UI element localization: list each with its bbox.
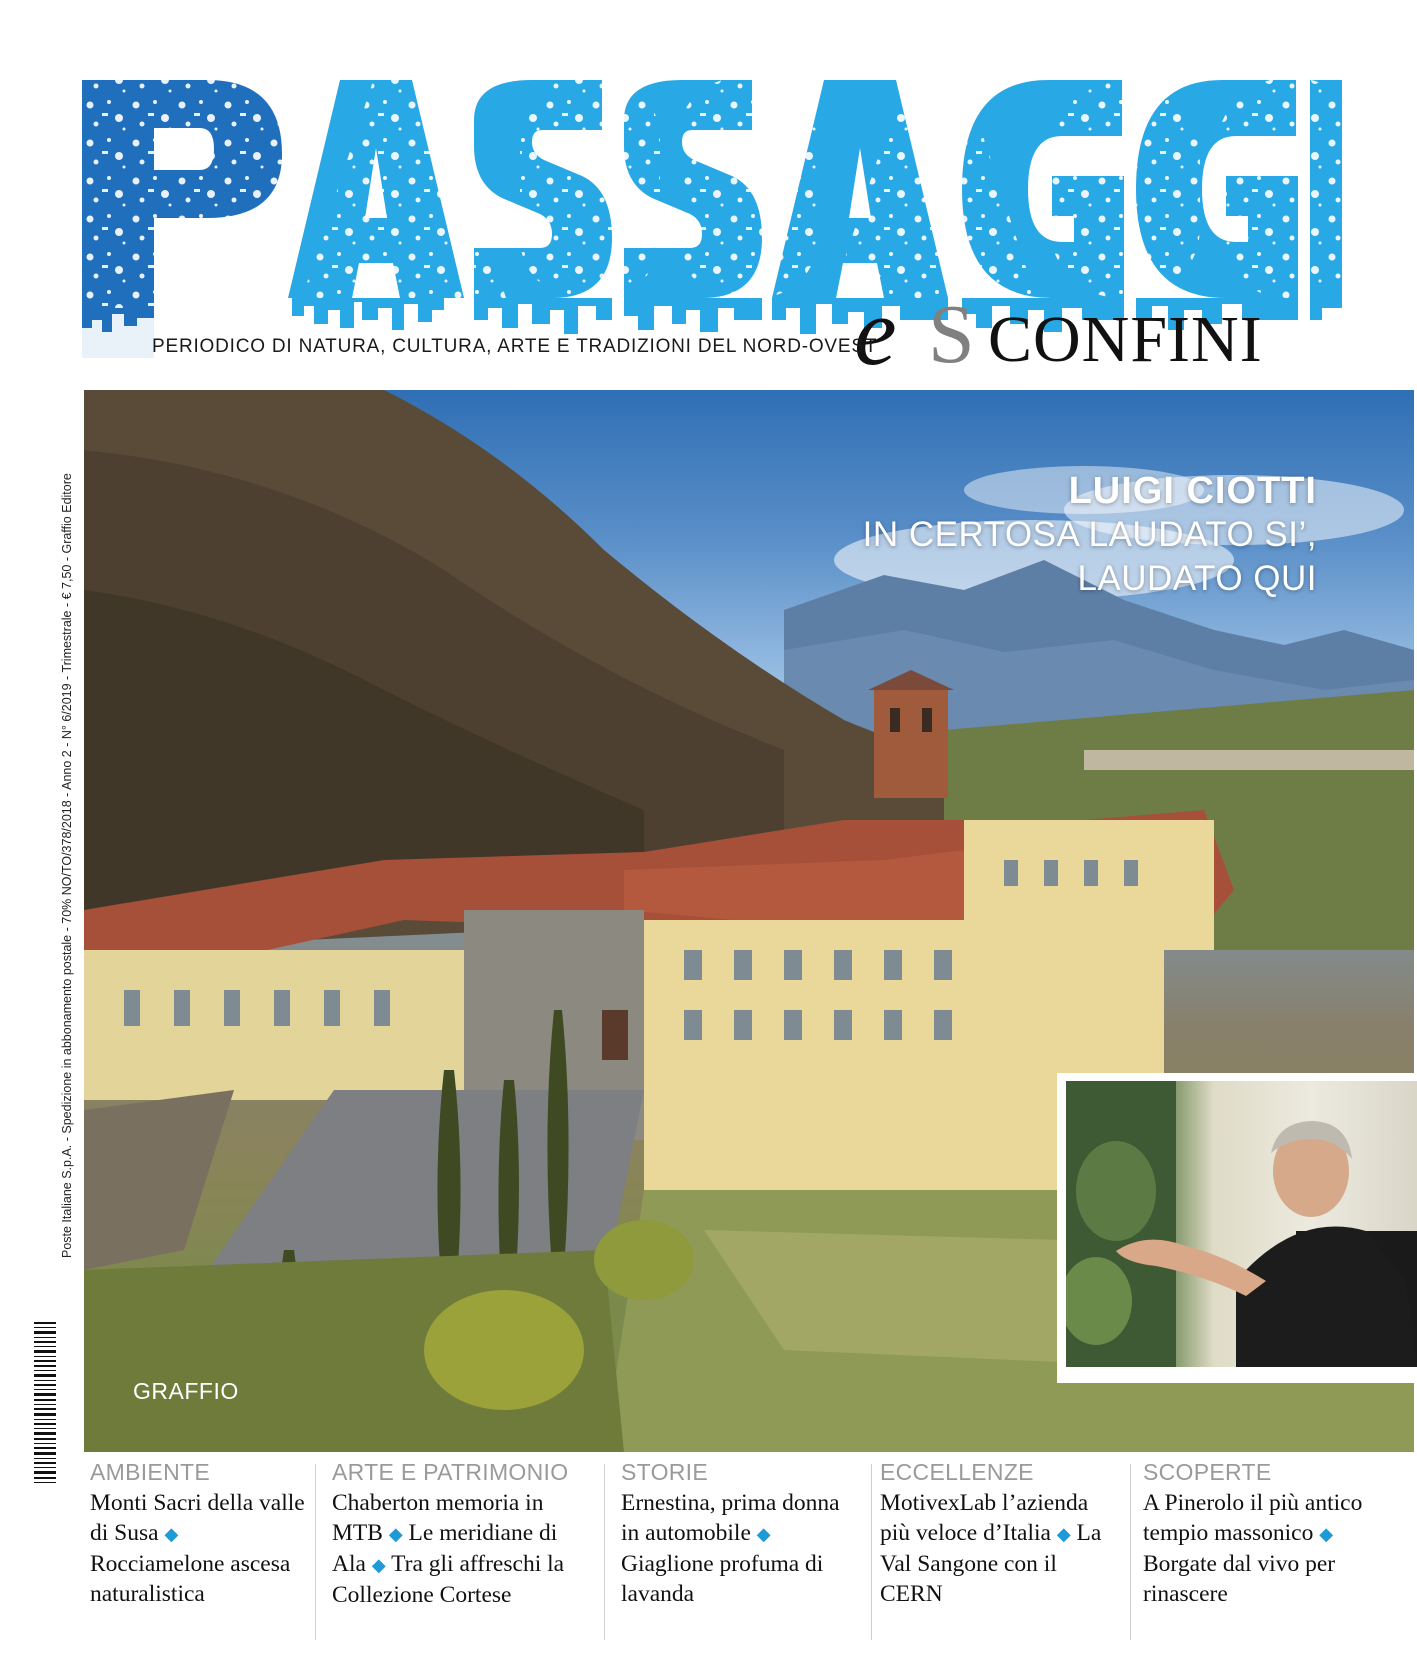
section-item: Rocciamelone ascesa naturalistica bbox=[90, 1551, 291, 1607]
section-ambiente bbox=[90, 1458, 305, 1648]
diamond-bullet-icon: ◆ bbox=[1056, 1524, 1071, 1544]
section-item: Borgate dal vivo per rinascere bbox=[1143, 1551, 1336, 1607]
section-divider bbox=[1130, 1464, 1131, 1640]
section-body bbox=[621, 1488, 861, 1609]
diamond-bullet-icon: ◆ bbox=[388, 1524, 403, 1544]
subtitle-brand bbox=[854, 268, 1414, 385]
section-arte-e-patrimonio bbox=[332, 1458, 594, 1648]
diamond-bullet-icon: ◆ bbox=[164, 1524, 179, 1544]
portrait-photo bbox=[1066, 1081, 1417, 1367]
section-divider bbox=[604, 1464, 605, 1640]
section-category: STORIE bbox=[621, 1459, 709, 1485]
headline-name: LUIGI CIOTTI bbox=[1068, 470, 1317, 512]
barcode bbox=[18, 1316, 60, 1492]
diamond-bullet-icon: ◆ bbox=[371, 1555, 386, 1575]
section-body bbox=[90, 1488, 305, 1609]
section-item: A Pinerolo il più antico tempio massonico bbox=[1143, 1490, 1363, 1546]
publisher-logo: GRAFFIO bbox=[133, 1378, 239, 1404]
subtitle-s: S bbox=[928, 288, 975, 381]
diamond-bullet-icon: ◆ bbox=[756, 1524, 771, 1544]
masthead bbox=[82, 58, 1342, 388]
section-body bbox=[1143, 1488, 1393, 1609]
section-storie bbox=[621, 1458, 861, 1648]
section-item: MotivexLab l’azienda più veloce d’Italia bbox=[880, 1490, 1089, 1546]
section-divider bbox=[315, 1464, 316, 1640]
section-body bbox=[880, 1488, 1120, 1609]
headline-line-2: LAUDATO QUI bbox=[1077, 559, 1317, 598]
section-item: Monti Sacri della valle di Susa bbox=[90, 1490, 305, 1546]
headline-line-1: IN CERTOSA LAUDATO SI’, bbox=[862, 515, 1317, 554]
tagline: PERIODICO DI NATURA, CULTURA, ARTE E TRADIZIONI DEL NORD-OVEST bbox=[152, 336, 878, 357]
subtitle-confini: CONFINI bbox=[988, 303, 1263, 376]
section-category: ECCELLENZE bbox=[880, 1459, 1034, 1485]
section-item: Le meridiane di Ala bbox=[332, 1520, 558, 1577]
section-item: Ernestina, prima donna in automobile bbox=[621, 1490, 840, 1546]
section-category: ARTE E PATRIMONIO bbox=[332, 1459, 569, 1485]
section-item: La Val Sangone con il CERN bbox=[880, 1520, 1102, 1607]
section-item: Chaberton memoria in MTB bbox=[332, 1490, 544, 1546]
subtitle-e: e bbox=[854, 278, 897, 385]
section-body bbox=[332, 1488, 594, 1610]
cover-headline bbox=[863, 470, 1317, 601]
section-eccellenze bbox=[880, 1458, 1120, 1648]
diamond-bullet-icon: ◆ bbox=[1319, 1524, 1334, 1544]
section-divider bbox=[871, 1464, 872, 1640]
section-category: AMBIENTE bbox=[90, 1459, 210, 1485]
section-scoperte bbox=[1143, 1458, 1393, 1648]
contents-sections bbox=[90, 1458, 1410, 1648]
section-item: Giaglione profuma di lavanda bbox=[621, 1551, 824, 1607]
section-category: SCOPERTE bbox=[1143, 1459, 1272, 1485]
postal-info: Poste Italiane S.p.A. - Spedizione in abbonamento postale - 70% NO/TO/378/2018 - Anno 2 - N° 6/2019 - Trimestrale - € 7,50 - Graffio Editore bbox=[60, 473, 74, 1258]
section-item: Tra gli affreschi la Collezione Cortese bbox=[332, 1551, 565, 1608]
portrait-inset bbox=[1057, 1073, 1417, 1383]
